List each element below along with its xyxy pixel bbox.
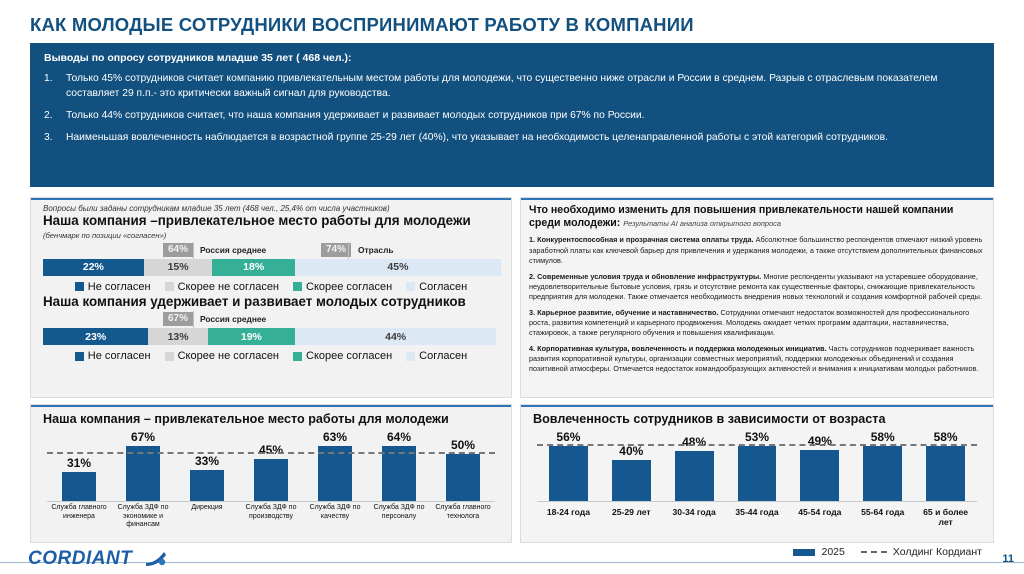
bar-value-label: 48% (682, 435, 707, 450)
bar-column (914, 430, 977, 502)
category-label: 18-24 года (546, 507, 591, 517)
conclusion-text: Только 44% сотрудников считает, что наша компания удерживает и развивает молодых сотрудников при 67% по России. (66, 109, 645, 121)
stacked-segment: 18% (212, 259, 294, 276)
bar-value-label: 64% (386, 430, 412, 444)
category-labels (537, 502, 977, 530)
stacked-chart-1 (43, 259, 501, 276)
bar-rect (318, 446, 351, 502)
benchmark-row-1 (31, 242, 511, 259)
chart-area-age (531, 426, 983, 530)
ai-paragraph-list (521, 235, 993, 374)
bar-value-label: 49% (807, 434, 832, 449)
legend-item-holding (861, 546, 982, 558)
legend-label: Согласен (419, 350, 468, 363)
category-label: 35-44 года (735, 507, 779, 517)
category-label: 55-64 года (861, 507, 905, 517)
bar-value-label: 67% (130, 430, 156, 444)
benchmark-russia-2 (163, 312, 266, 326)
bar-rect (190, 470, 223, 502)
ai-paragraph-body: Абсолютное большинство респондентов отмечают низкий уровень заработной платы как ключевой барьер для привлечения и удержания молодежи, а также отсутствием дополнительных финансовых стимулов. (529, 235, 983, 266)
chart-title-departments: Наша компания – привлекательное место работы для молодежи (43, 412, 449, 426)
benchmark-value: 64% (163, 243, 193, 257)
ai-paragraph-body: Многие респонденты указывают на устаревшее оборудование, неудовлетворительные бытовые условия, грязь и отсутствие ремонта как существенные факторы, снижающие привлекательность предприятия для молодежи. Также отмечается необходимость внедрения новых технологий и создания комфортной рабочей среды. (529, 271, 982, 302)
bar-value-label: 58% (870, 430, 895, 444)
conclusions-list (44, 72, 980, 146)
bar-group (537, 430, 977, 502)
page-number: 11 (1002, 553, 1014, 565)
legend-bar-swatch (793, 549, 815, 556)
legend-label: Скорее не согласен (177, 280, 280, 293)
conclusion-text: Наименьшая вовлеченность наблюдается в возрастной группе 25-29 лет (40%), что указывает на необходимость целенаправленной работы с этой категорий сотрудников. (66, 131, 888, 143)
conclusion-text: Только 45% сотрудников считает компанию привлекательным местом работы для молодежи, что существенно ниже отрасли и России в среднем. Разрыв с отраслевым показателем составляет 29 п.п.- это критически важный сигнал для руководства. (66, 73, 938, 99)
bar-column (367, 430, 431, 502)
ai-paragraph-lead: 3. Карьерное развитие, обучение и наставничество. (529, 307, 719, 317)
benchmark-tick (193, 242, 194, 259)
reference-line (47, 452, 495, 454)
bar-value-label: 31% (66, 456, 92, 471)
bar-column (851, 430, 914, 502)
bar-value-label: 50% (450, 438, 476, 452)
swoosh-icon (145, 550, 167, 568)
benchmark-row-2 (31, 311, 511, 328)
legend-item (406, 281, 467, 293)
bar-rect (446, 454, 479, 502)
panel-accent-line (31, 405, 511, 407)
ai-paragraph-lead: 1. Конкурентоспособная и прозрачная система оплаты труда. (529, 235, 754, 245)
legend-label: Не согласен (87, 280, 151, 293)
conclusion-number: 3. (44, 131, 53, 143)
conclusions-box (30, 43, 994, 187)
chart-title-age: Вовлеченность сотрудников в зависимости от возраста (533, 412, 886, 426)
category-label: Служба главного технолога (435, 504, 491, 520)
conclusion-number: 2. (44, 109, 53, 121)
legend-label: Скорее согласен (306, 280, 393, 293)
survey-note: Вопросы были заданы сотрудникам младше 35 лет (468 чел., 25,4% от числа участников) (43, 204, 390, 213)
ai-paragraph-lead: 2. Современные условия труда и обновление инфраструктуры. (529, 271, 762, 281)
bar-column (239, 430, 303, 502)
footer-legend (793, 546, 982, 558)
bar-value-label: 56% (556, 430, 581, 444)
conclusion-item (44, 131, 980, 146)
legend-item (75, 281, 151, 293)
legend-item (293, 281, 392, 293)
bar-value-label: 33% (194, 454, 220, 469)
stacked-segment: 44% (295, 328, 497, 345)
legend-swatch (165, 282, 174, 291)
bar-column (788, 430, 851, 502)
stacked-segment: 13% (148, 328, 208, 345)
bar-rect (612, 460, 651, 502)
benchmark-tick (348, 242, 349, 259)
ai-paragraph (529, 235, 985, 266)
benchmark-label: Россия среднее (200, 244, 267, 255)
legend-swatch (75, 352, 84, 361)
legend-label: Холдинг Кордиант (892, 546, 982, 558)
bar-rect (126, 446, 159, 502)
stacked-segment: 19% (208, 328, 295, 345)
conclusions-heading: Выводы по опросу сотрудников младше 35 лет ( 468 чел.): (44, 52, 352, 64)
legend-item (406, 350, 467, 362)
bar-value-label: 45% (258, 442, 284, 457)
ai-analysis-panel (520, 197, 994, 398)
bar-column (663, 430, 726, 502)
stacked-bar (43, 259, 501, 276)
bar-rect (62, 472, 95, 502)
benchmark-tick (193, 311, 194, 328)
legend-label: Согласен (419, 280, 468, 293)
survey-subnote: (бенчмарк по позиции «согласен») (43, 230, 167, 240)
legend-swatch (406, 352, 415, 361)
category-label: 25-29 лет (611, 507, 651, 517)
legend-label: Скорее не согласен (177, 350, 280, 363)
legend-1 (31, 281, 511, 293)
benchmark-value: 67% (163, 312, 193, 326)
panel-accent-line (521, 198, 993, 200)
conclusion-item (44, 72, 980, 102)
stacked-segment: 45% (295, 259, 501, 276)
bar-column (303, 430, 367, 502)
ai-paragraph (529, 308, 985, 339)
ai-heading-text: Что необходимо изменить для повышения привлекательности нашей компании среди молодежи: (529, 204, 954, 230)
bar-value-label: 63% (322, 430, 348, 444)
age-chart-panel (520, 404, 994, 543)
legend-2 (31, 350, 511, 362)
benchmark-industry-1 (321, 243, 394, 257)
bar-value-label: 58% (933, 430, 958, 444)
stacked-chart-2 (43, 328, 501, 345)
cordiant-logo (28, 547, 168, 571)
legend-label: Скорее согласен (306, 350, 393, 363)
category-label: Служба ЗДФ по персоналу (373, 504, 425, 520)
category-label: 45-54 года (798, 507, 842, 517)
bar-column (47, 430, 111, 502)
legend-swatch (293, 282, 302, 291)
benchmark-label: Россия среднее (200, 314, 267, 325)
bar-rect (738, 446, 777, 502)
category-label: Дирекция (191, 504, 223, 511)
legend-item-2025 (793, 546, 844, 558)
ai-paragraph-body: Часть сотрудников подчеркивает важность развития корпоративной культуры, организации совместных мероприятий, поддержки молодежных объединений и создания позитивной атмосферы. Отмечается недостаток командообразующих активностей и внимания к инициативам молодых работников. (529, 343, 979, 374)
legend-item (75, 350, 151, 362)
ai-paragraph (529, 344, 985, 375)
bar-column (431, 430, 495, 502)
category-label: Служба ЗДФ по производству (245, 504, 297, 520)
legend-swatch (293, 352, 302, 361)
ai-subheading-text: Результаты AI анализа открытого вопроса (623, 219, 781, 229)
bar-value-label: 40% (619, 443, 644, 458)
legend-item (165, 350, 279, 362)
chart-area-departments (41, 426, 501, 530)
bar-column (726, 430, 789, 502)
legend-swatch (75, 282, 84, 291)
ai-paragraph-lead: 4. Корпоративная культура, вовлеченность и поддержка молодежных инициатив. (529, 343, 827, 353)
bar-rect (382, 446, 415, 502)
logo-wordmark: CORDIANT (28, 548, 133, 569)
conclusion-number: 1. (44, 73, 53, 84)
legend-item (165, 281, 279, 293)
category-label: 30-34 года (672, 507, 716, 517)
bar-value-label: 53% (744, 430, 770, 444)
stacked-segment: 23% (43, 328, 148, 345)
bar-rect (254, 459, 287, 502)
ai-panel-heading (529, 204, 985, 230)
bar-column (600, 430, 663, 502)
benchmark-russia-1 (163, 243, 266, 257)
benchmark-label: Отрасль (358, 244, 394, 255)
ai-paragraph-body: Сотрудники отмечают недостаток возможностей для профессионального роста, развития компетенций и карьерного продвижения. Молодежь ожидает четких программ адаптации, наставничества, стажировок, а также регулярного обучения и повышения квалификации. (529, 307, 970, 338)
bar-rect (863, 446, 902, 502)
legend-swatch (165, 352, 174, 361)
stacked-bar (43, 328, 501, 345)
bar-rect (675, 451, 714, 502)
legend-swatch (406, 282, 415, 291)
bar-column (537, 430, 600, 502)
bar-group (47, 430, 495, 502)
reference-line (537, 444, 977, 446)
category-label: Служба ЗДФ по экономике и финансам (117, 504, 169, 529)
legend-label: Не согласен (87, 350, 151, 363)
category-label: Служба главного инженера (51, 504, 107, 520)
legend-item (293, 350, 392, 362)
conclusion-item (44, 109, 980, 124)
page-title: КАК МОЛОДЫЕ СОТРУДНИКИ ВОСПРИНИМАЮТ РАБОТУ В КОМПАНИИ (30, 14, 694, 35)
survey-title-1: Наша компания –привлекательное место работы для молодежи (43, 213, 471, 228)
stacked-segment: 22% (43, 259, 144, 276)
survey-panel (30, 197, 512, 398)
category-label: Служба ЗДФ по качеству (309, 504, 361, 520)
bar-column (175, 430, 239, 502)
benchmark-value: 74% (321, 243, 351, 257)
department-chart-panel (30, 404, 512, 543)
category-label: 65 и более лет (923, 507, 969, 528)
survey-title-2: Наша компания удерживает и развивает молодых сотрудников (43, 293, 466, 309)
bar-column (111, 430, 175, 502)
category-labels (47, 502, 495, 530)
ai-paragraph (529, 272, 985, 303)
panel-accent-line (521, 405, 993, 407)
stacked-segment: 15% (144, 259, 213, 276)
panel-accent-line (31, 198, 511, 200)
bar-rect (926, 446, 965, 502)
bar-rect (800, 450, 839, 502)
bar-rect (549, 446, 588, 502)
legend-label: 2025 (821, 546, 845, 558)
legend-dash-swatch (861, 551, 887, 553)
